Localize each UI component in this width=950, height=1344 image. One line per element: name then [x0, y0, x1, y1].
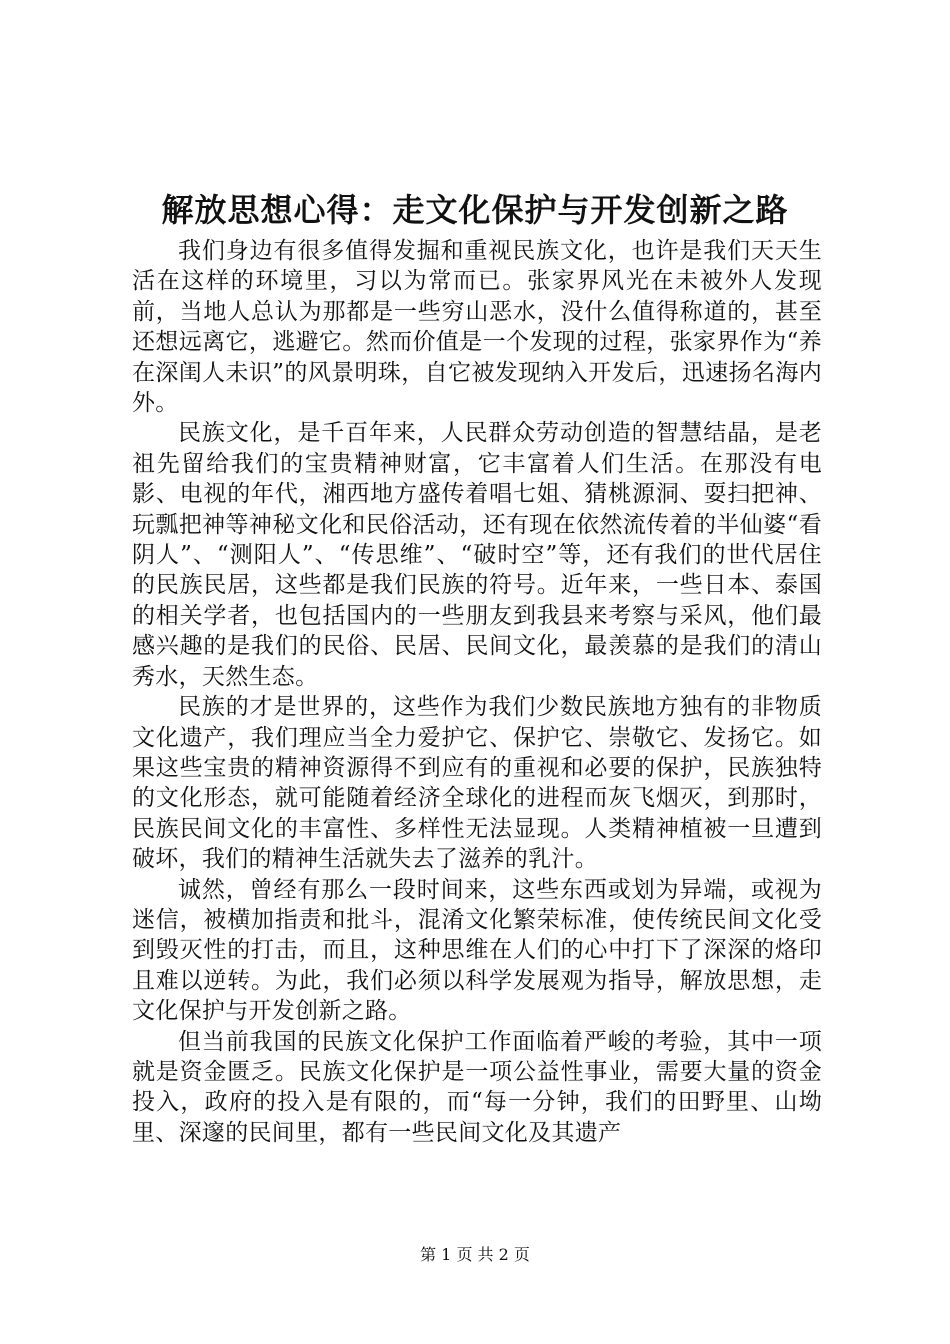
paragraph: 但当前我国的民族文化保护工作面临着严峻的考验，其中一项就是资金匮乏。民族文化保护是一项公益性事业，需要大量的资金投入，政府的投入是有限的，而“每一分钟，我们的田野里、山坳里、深邃的民间里，都有一些民间文化及其遗产 [132, 1028, 822, 1146]
paragraph: 我们身边有很多值得发掘和重视民族文化，也许是我们天天生活在这样的环境里，习以为常而已。张家界风光在未被外人发现前，当地人总认为那都是一些穷山恶水，没什么值得称道的，甚至还想远离它，逃避它。然而价值是一个发现的过程，张家界作为“养在深闺人未识”的风景明珠，自它被发现纳入开发后，迅速扬名海内外。 [132, 238, 822, 417]
paragraph: 民族的才是世界的，这些作为我们少数民族地方独有的非物质文化遗产，我们理应当全力爱护它、保护它、崇敬它、发扬它。如果这些宝贵的精神资源得不到应有的重视和必要的保护，民族独特的文化形态，就可能随着经济全球化的进程而灰飞烟灭，到那时，民族民间文化的丰富性、多样性无法显现。人类精神植被一旦遭到破坏，我们的精神生活就失去了滋养的乳汁。 [132, 694, 822, 873]
page-footer: 第 1 页 共 2 页 [420, 1245, 530, 1264]
paragraph: 民族文化，是千百年来，人民群众劳动创造的智慧结晶，是老祖先留给我们的宝贵精神财富，它丰富着人们生活。在那没有电影、电视的年代，湘西地方盛传着唱七姐、猜桃源洞、耍扫把神、玩瓢把神等神秘文化和民俗活动，还有现在依然流传着的半仙婆“看阴人”、“测阳人”、“传思维”、“破时空”等，还有我们的世代居住的民族民居，这些都是我们民族的符号。近年来，一些日本、泰国的相关学者，也包括国内的一些朋友到我县来考察与采风，他们最感兴趣的是我们的民俗、民居、民间文化，最羡慕的是我们的清山秀水，天然生态。 [132, 420, 822, 690]
document-body [132, 236, 822, 1148]
paragraph: 诚然，曾经有那么一段时间来，这些东西或划为异端，或视为迷信，被横加指责和批斗，混淆文化繁荣标准，使传统民间文化受到毁灭性的打击，而且，这种思维在人们的心中打下了深深的烙印且难以逆转。为此，我们必须以科学发展观为指导，解放思想，走文化保护与开发创新之路。 [132, 876, 822, 1025]
document-title: 解放思想心得：走文化保护与开发创新之路 [161, 191, 789, 229]
